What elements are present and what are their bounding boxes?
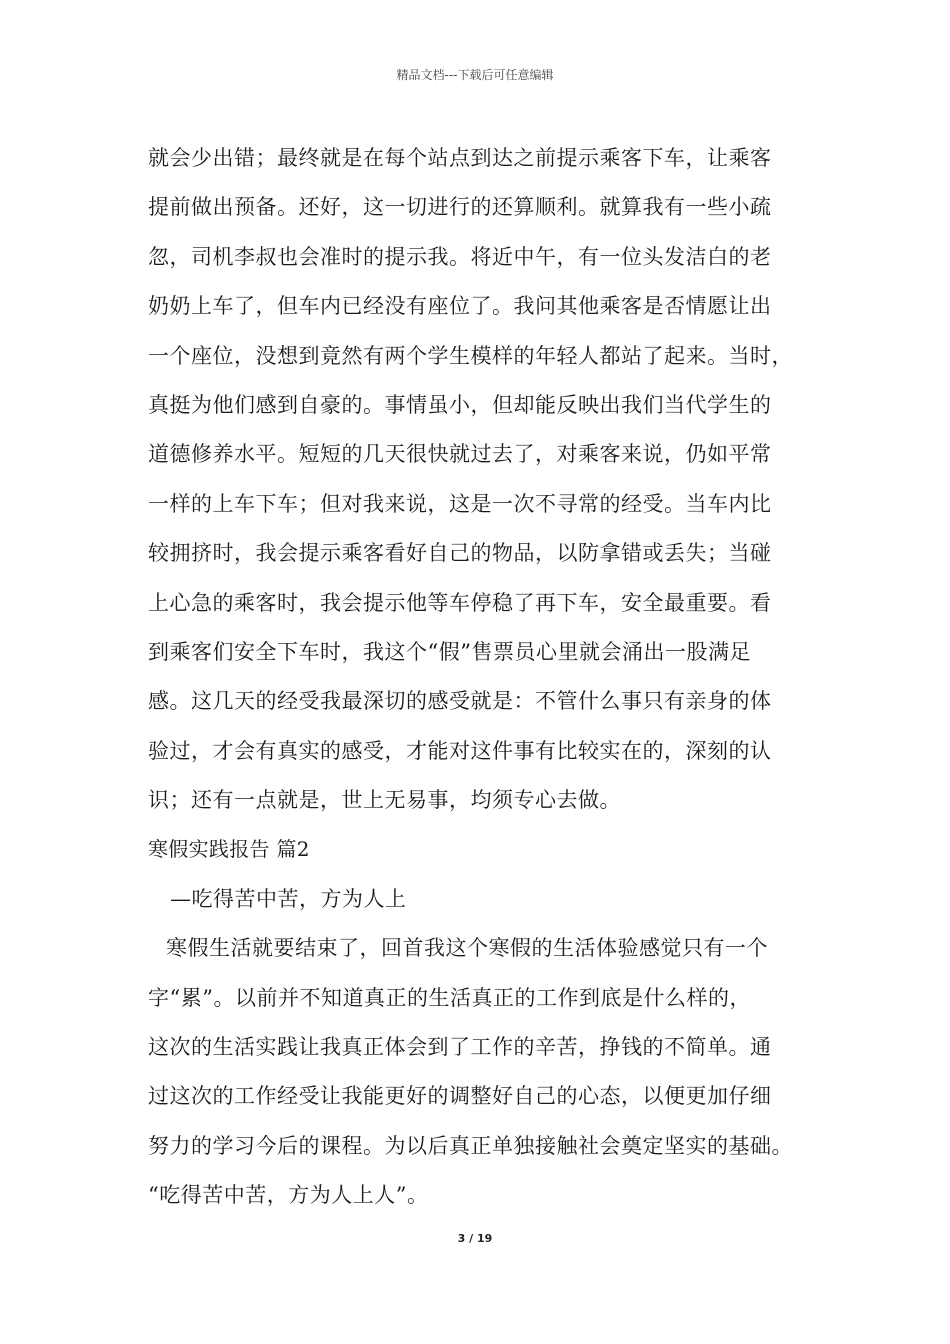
document-body bbox=[148, 134, 818, 1221]
paragraph-line: 忽，司机李叔也会准时的提示我。将近中午，有一位头发洁白的老 bbox=[148, 244, 772, 269]
paragraph-line: 识；还有一点就是，世上无易事，均须专心去做。 bbox=[148, 788, 621, 813]
paragraph-line: 奶奶上车了，但车内已经没有座位了。我问其他乘客是否情愿让出 bbox=[148, 294, 772, 319]
paragraph-line: 较拥挤时，我会提示乘客看好自己的物品，以防拿错或丢失；当碰 bbox=[148, 541, 772, 566]
paragraph-line: 到乘客们安全下车时，我这个“假”售票员心里就会涌出一股满足 bbox=[148, 639, 751, 664]
section-title: 寒假实践报告 篇2 bbox=[148, 837, 310, 862]
paragraph-line: 验过，才会有真实的感受，才能对这件事有比较实在的，深刻的认 bbox=[148, 738, 772, 763]
paragraph-line: 一个座位，没想到竟然有两个学生模样的年轻人都站了起来。当时， bbox=[148, 343, 793, 368]
paragraph-line: 过这次的工作经受让我能更好的调整好自己的心态，以便更加仔细 bbox=[148, 1084, 772, 1109]
paragraph-line: 上心急的乘客时，我会提示他等车停稳了再下车，安全最重要。看 bbox=[148, 590, 772, 615]
paragraph-line: 寒假生活就要结束了，回首我这个寒假的生活体验感觉只有一个 bbox=[166, 936, 768, 961]
section-subtitle: —吃得苦中苦，方为人上 bbox=[170, 886, 407, 911]
paragraph-line: 感。这几天的经受我最深切的感受就是：不管什么事只有亲身的体 bbox=[148, 689, 772, 714]
page-number: 3 / 19 bbox=[457, 1232, 493, 1245]
paragraph-line: 就会少出错；最终就是在每个站点到达之前提示乘客下车，让乘客 bbox=[148, 146, 772, 170]
paragraph-line: 努力的学习今后的课程。为以后真正单独接触社会奠定坚实的基础。 bbox=[148, 1133, 793, 1158]
paragraph-line: 真挺为他们感到自豪的。事情虽小，但却能反映出我们当代学生的 bbox=[148, 392, 772, 417]
paragraph-line: “吃得苦中苦，方为人上人”。 bbox=[148, 1183, 429, 1208]
page-header: 精品文档---下载后可任意编辑 bbox=[396, 68, 554, 82]
paragraph-line: 一样的上车下车；但对我来说，这是一次不寻常的经受。当车内比 bbox=[148, 491, 772, 516]
paragraph-line: 道德修养水平。短短的几天很快就过去了，对乘客来说，仍如平常 bbox=[148, 442, 772, 467]
paragraph-line: 字“累”。以前并不知道真正的生活真正的工作到底是什么样的， bbox=[148, 985, 751, 1010]
paragraph-line: 提前做出预备。还好，这一切进行的还算顺利。就算我有一些小疏 bbox=[148, 195, 772, 220]
paragraph-line: 这次的生活实践让我真正体会到了工作的辛苦，挣钱的不简单。通 bbox=[148, 1035, 772, 1060]
